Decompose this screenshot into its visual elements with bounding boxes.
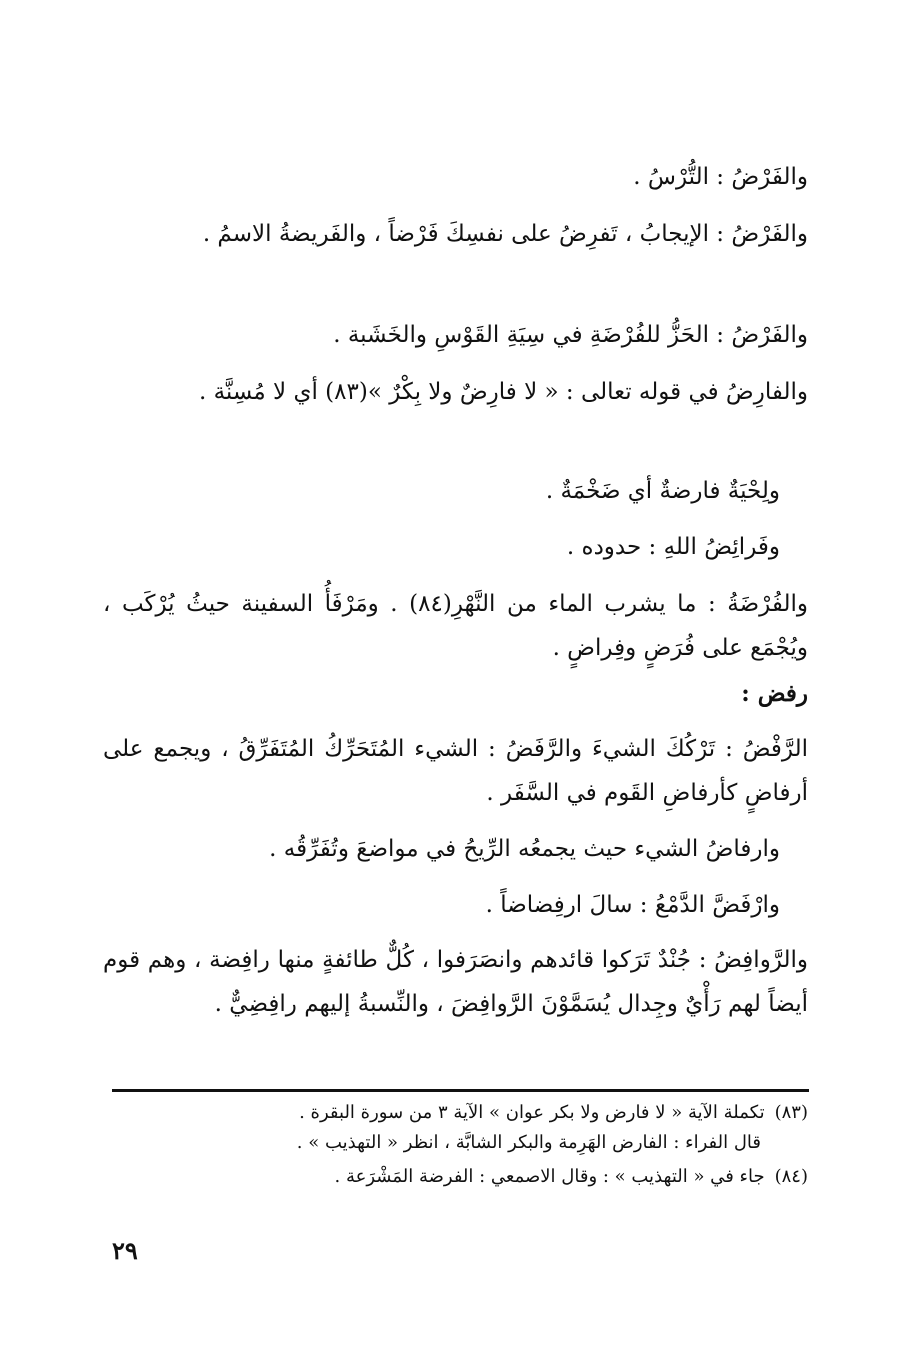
paragraph-farid-quran: والفارِضُ في قوله تعالى : « لا فارِضٌ ولا بِكْرٌ »(٨٣) أي لا مُسِنَّة . — [198, 379, 808, 405]
footnote-84-line-1 — [103, 1162, 808, 1192]
paragraph-irfad: وارفاضُ الشيء حيث يجمعُه الرِّيحُ في مواضعَ وتُفَرِّقُه . — [269, 836, 780, 862]
paragraph-faraid-allah: وفَرائِضُ اللهِ : حدوده . — [566, 534, 780, 560]
footnote-83-text-1: تكملة الآية « لا فارض ولا بكر عوان » الآية ٣ من سورة البقرة . — [299, 1102, 765, 1123]
paragraph-faradh-obligation: والفَرْضُ : الإيجابُ ، تَفرِضُ على نفسِكَ فَرْضاً ، والفَريضةُ الاسمُ . — [202, 221, 808, 247]
footnote-83-line-2: قال الفراء : الفارض الهَرِمة والبكر الشابَّة ، انظر « التهذيب » . — [296, 1132, 761, 1153]
footnote-separator — [112, 1089, 809, 1092]
footnote-84-number: (٨٤) — [774, 1166, 808, 1187]
paragraph-faradh-notch: والفَرْضُ : الحَزُّ للفُرْضَةِ في سِيَةِ القَوْسِ والخَشَبة . — [333, 322, 808, 348]
footnote-83-number: (٨٣) — [774, 1102, 808, 1123]
footnote-84-text: جاء في « التهذيب » : وقال الاصمعي : الفرضة المَشْرَعة . — [334, 1166, 765, 1187]
paragraph-irfadda-tears: وارْفَضَّ الدَّمْعُ : سالَ ارفِضاضاً . — [485, 892, 780, 918]
footnote-83-line-1 — [103, 1098, 808, 1128]
paragraph-lihya-farida: ولِحْيَةٌ فارضةٌ أي ضَخْمَةٌ . — [545, 478, 780, 504]
page-number: ٢٩ — [112, 1236, 138, 1265]
paragraph-furda: والفُرْضَةُ : ما يشرب الماء من النَّهْرِ(٨٤) . ومَرْفَأُ السفينة حيثُ يُرْكَب ، ويُجْمَع على فُرَضٍ وفِراضٍ . — [103, 591, 808, 661]
paragraph-rawafid: والرَّوافِضُ : جُنْدٌ تَرَكوا قائدهم وانصَرَفوا ، كُلٌّ طائفةٍ منها رافِضة ، وهم قوم أيضاً لهم رَأْيٌ وجِدال يُسَمَّوْنَ الرَّوافِضَ ، والنِّسبةُ إليهم رافِضِيٌّ . — [103, 947, 808, 1017]
entry-heading-rafada: رفض : — [741, 680, 808, 707]
paragraph-faradh-shield: والفَرْضُ : التُّرْسُ . — [633, 164, 808, 190]
paragraph-rafd: الرَّفْضُ : تَرْكُكَ الشيءَ والرَّفَضُ : الشيء المُتَحَرِّكُ المُتَفَرِّقُ ، ويجمع على أرفاضٍ كأرفاضِ القَوم في السَّفَر . — [103, 736, 808, 806]
